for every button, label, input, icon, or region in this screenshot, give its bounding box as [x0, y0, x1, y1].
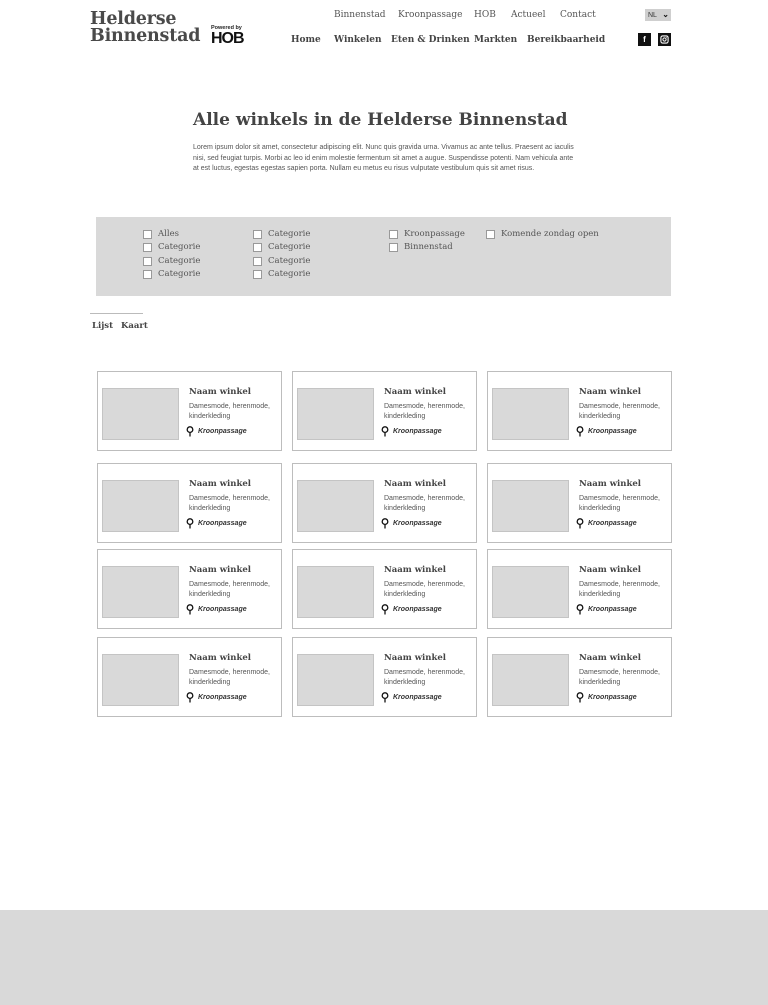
store-location-label: Kroonpassage — [393, 520, 442, 527]
top-nav-contact[interactable]: Contact — [560, 10, 596, 20]
store-location — [186, 518, 247, 529]
store-location — [186, 604, 247, 615]
store-image — [102, 388, 179, 440]
map-pin-icon — [186, 426, 194, 437]
filter-label: Categorie — [158, 242, 201, 252]
store-name: Naam winkel — [384, 479, 446, 489]
store-card[interactable] — [292, 637, 477, 717]
store-name: Naam winkel — [579, 653, 641, 663]
checkbox[interactable] — [389, 243, 398, 252]
store-image — [492, 480, 569, 532]
store-name: Naam winkel — [384, 387, 446, 397]
filter-alles[interactable] — [143, 229, 179, 239]
filter-categorie[interactable] — [143, 269, 200, 279]
store-location — [381, 518, 442, 529]
top-nav-hob[interactable]: HOB — [474, 10, 496, 20]
logo-line-1: Helderse — [90, 9, 177, 29]
store-description: Damesmode, herenmode, kinderkleding — [189, 495, 270, 512]
filter-label: Alles — [158, 229, 179, 239]
store-location-label: Kroonpassage — [588, 606, 637, 613]
map-pin-icon — [576, 518, 584, 529]
store-card[interactable] — [487, 549, 672, 629]
filter-categorie[interactable] — [253, 242, 310, 252]
tab-kaart[interactable]: Kaart — [121, 321, 148, 331]
checkbox[interactable] — [253, 257, 262, 266]
store-location — [381, 604, 442, 615]
filter-categorie[interactable] — [143, 242, 200, 252]
store-description: Damesmode, herenmode, kinderkleding — [384, 581, 465, 598]
store-name: Naam winkel — [384, 653, 446, 663]
store-image — [297, 566, 374, 618]
store-card[interactable] — [97, 549, 282, 629]
view-toggle-divider — [90, 313, 143, 314]
store-location-label: Kroonpassage — [393, 606, 442, 613]
store-description: Damesmode, herenmode, kinderkleding — [579, 495, 660, 512]
map-pin-icon — [186, 518, 194, 529]
store-name: Naam winkel — [579, 387, 641, 397]
store-image — [492, 388, 569, 440]
logo-line-2: Binnenstad — [90, 26, 201, 46]
intro-text: Lorem ipsum dolor sit amet, consectetur adipiscing elit. Nunc quis gravida urna. Vivamus ac ante tellus. Praesent ac iaculis nisi, sed feugiat turpis. Morbi ac leo id enim molestie fermentum sit amet a augue. Suspendisse potenti. Nam vehicula ante at est luctus, egestas egestas sapien porta. Nullam eu metus eu risus vulputate vestibulum quis sit amet risus. — [193, 144, 574, 172]
filter-label: Categorie — [268, 256, 311, 266]
store-location — [576, 518, 637, 529]
checkbox[interactable] — [143, 270, 152, 279]
filter-kroonpassage[interactable] — [389, 229, 465, 239]
store-location-label: Kroonpassage — [393, 428, 442, 435]
instagram-icon[interactable] — [658, 33, 671, 46]
checkbox[interactable] — [143, 243, 152, 252]
filter-panel — [96, 217, 671, 296]
store-image — [102, 566, 179, 618]
store-description: Damesmode, herenmode, kinderkleding — [384, 403, 465, 420]
filter-categorie[interactable] — [253, 269, 310, 279]
store-name: Naam winkel — [189, 653, 251, 663]
store-image — [297, 388, 374, 440]
filter-categorie[interactable] — [143, 256, 200, 266]
store-name: Naam winkel — [579, 479, 641, 489]
checkbox[interactable] — [253, 243, 262, 252]
store-card[interactable] — [97, 463, 282, 543]
store-card[interactable] — [97, 371, 282, 451]
store-location-label: Kroonpassage — [588, 520, 637, 527]
store-name: Naam winkel — [189, 479, 251, 489]
filter-categorie[interactable] — [253, 256, 310, 266]
store-name: Naam winkel — [189, 565, 251, 575]
store-location-label: Kroonpassage — [198, 694, 247, 701]
filter-label: Komende zondag open — [501, 229, 599, 239]
store-image — [297, 480, 374, 532]
store-location — [186, 426, 247, 437]
footer — [0, 910, 768, 1005]
map-pin-icon — [381, 426, 389, 437]
language-value: NL — [648, 11, 657, 19]
filter-categorie[interactable] — [253, 229, 310, 239]
map-pin-icon — [381, 518, 389, 529]
filter-label: Categorie — [268, 269, 311, 279]
checkbox[interactable] — [253, 270, 262, 279]
store-description: Damesmode, herenmode, kinderkleding — [384, 495, 465, 512]
store-description: Damesmode, herenmode, kinderkleding — [579, 669, 660, 686]
checkbox[interactable] — [253, 230, 262, 239]
checkbox[interactable] — [143, 230, 152, 239]
store-location — [576, 692, 637, 703]
main-nav-winkelen[interactable]: Winkelen — [334, 35, 382, 45]
store-image — [102, 480, 179, 532]
site-logo[interactable] — [90, 11, 200, 45]
store-name: Naam winkel — [384, 565, 446, 575]
store-name: Naam winkel — [579, 565, 641, 575]
main-nav-markten[interactable]: Markten — [474, 35, 518, 45]
map-pin-icon — [576, 426, 584, 437]
store-description: Damesmode, herenmode, kinderkleding — [189, 581, 270, 598]
store-location-label: Kroonpassage — [393, 694, 442, 701]
map-pin-icon — [576, 692, 584, 703]
powered-by-hob[interactable] — [211, 25, 251, 47]
checkbox[interactable] — [389, 230, 398, 239]
filter-binnenstad[interactable] — [389, 242, 453, 252]
store-card[interactable] — [292, 371, 477, 451]
store-description: Damesmode, herenmode, kinderkleding — [189, 669, 270, 686]
store-description: Damesmode, herenmode, kinderkleding — [384, 669, 465, 686]
instagram-glyph — [660, 35, 669, 44]
store-name: Naam winkel — [189, 387, 251, 397]
store-location-label: Kroonpassage — [198, 428, 247, 435]
store-card[interactable] — [97, 637, 282, 717]
store-location-label: Kroonpassage — [198, 606, 247, 613]
powered-by-label: Powered by — [211, 25, 242, 31]
filter-label: Categorie — [268, 229, 311, 239]
store-location-label: Kroonpassage — [198, 520, 247, 527]
store-location — [576, 426, 637, 437]
chevron-down-icon: ⌄ — [662, 10, 669, 19]
store-image — [297, 654, 374, 706]
filter-label: Categorie — [158, 256, 201, 266]
store-card[interactable] — [292, 463, 477, 543]
filter-label: Binnenstad — [404, 242, 453, 252]
checkbox[interactable] — [143, 257, 152, 266]
main-nav-bereikbaarheid[interactable]: Bereikbaarheid — [527, 35, 606, 45]
main-nav-home[interactable]: Home — [291, 35, 321, 45]
checkbox[interactable] — [486, 230, 495, 239]
map-pin-icon — [576, 604, 584, 615]
hob-logo: HOB — [211, 30, 244, 47]
map-pin-icon — [186, 692, 194, 703]
store-location — [186, 692, 247, 703]
store-card[interactable] — [487, 463, 672, 543]
store-image — [492, 654, 569, 706]
main-nav-eten-drinken[interactable]: Eten & Drinken — [391, 35, 470, 45]
filter-label: Kroonpassage — [404, 229, 465, 239]
top-nav-actueel[interactable]: Actueel — [511, 10, 546, 20]
store-location — [576, 604, 637, 615]
store-location — [381, 692, 442, 703]
store-description: Damesmode, herenmode, kinderkleding — [189, 403, 270, 420]
store-image — [492, 566, 569, 618]
top-nav-kroonpassage[interactable]: Kroonpassage — [398, 10, 463, 20]
store-description: Damesmode, herenmode, kinderkleding — [579, 581, 660, 598]
filter-label: Categorie — [158, 269, 201, 279]
filter-label: Categorie — [268, 242, 311, 252]
map-pin-icon — [381, 692, 389, 703]
store-image — [102, 654, 179, 706]
store-card[interactable] — [487, 637, 672, 717]
page-title: Alle winkels in de Helderse Binnenstad — [193, 110, 568, 130]
filter-sunday-open[interactable] — [486, 229, 599, 239]
map-pin-icon — [381, 604, 389, 615]
store-description: Damesmode, herenmode, kinderkleding — [579, 403, 660, 420]
store-location — [381, 426, 442, 437]
store-location-label: Kroonpassage — [588, 428, 637, 435]
tab-lijst[interactable]: Lijst — [92, 321, 113, 331]
store-card[interactable] — [487, 371, 672, 451]
store-location-label: Kroonpassage — [588, 694, 637, 701]
language-select[interactable] — [645, 9, 671, 21]
top-nav-binnenstad[interactable]: Binnenstad — [334, 10, 386, 20]
facebook-icon[interactable]: f — [638, 33, 651, 46]
map-pin-icon — [186, 604, 194, 615]
store-card[interactable] — [292, 549, 477, 629]
